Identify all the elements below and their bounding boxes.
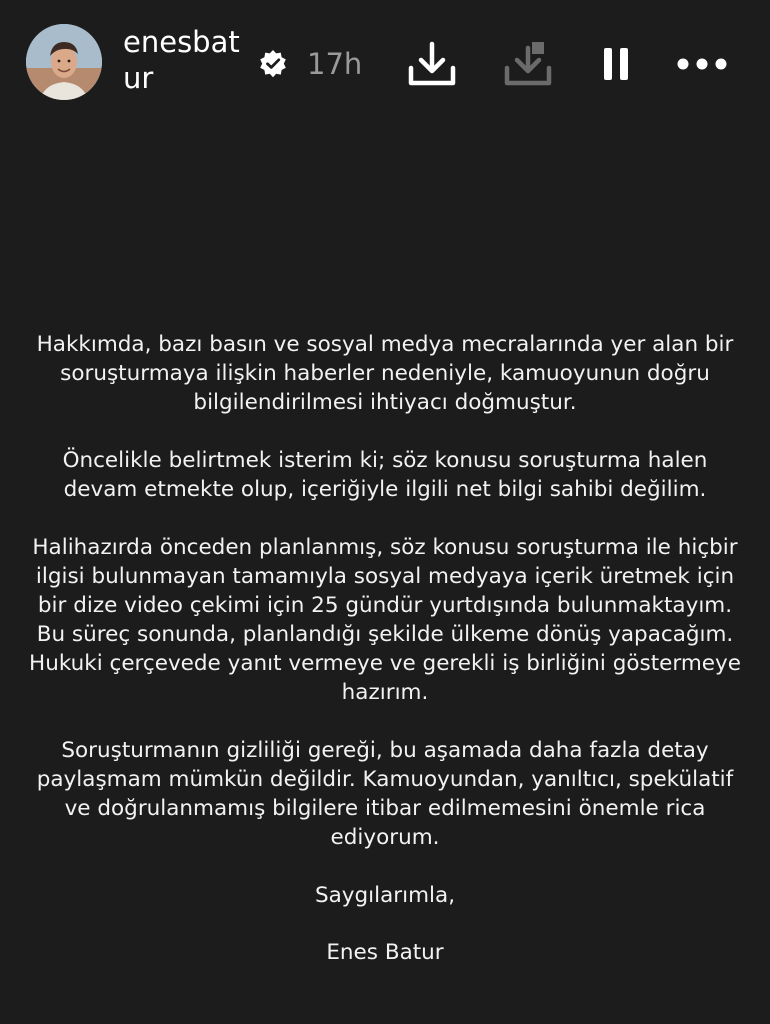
pause-icon [601, 44, 631, 84]
save-to-device-icon [502, 40, 554, 88]
statement-closing: Saygılarımla, [314, 883, 456, 908]
statement-text [24, 330, 746, 967]
statement-paragraph: Öncelikle belirtmek isterim ki; söz konusu soruşturma halen devam etmekte olup, içeriğiyle ilgili net bilgi sahibi değilim. [62, 448, 708, 502]
username[interactable]: enesbatur [123, 25, 240, 95]
statement-paragraph: Soruşturmanın gizliliği gereği, bu aşamada daha fazla detay paylaşmam mümkün değildir. Kamuoyundan, yanıltıcı, spekülatif ve doğrulanmamış bilgilere itibar edilmemesini önemle rica ediyorum. [36, 738, 734, 850]
statement-paragraph: Halihazırda önceden planlanmış, söz konusu soruşturma ile hiçbir ilgisi bulunmayan tamamıyla sosyal medyaya içerik üretmek için bir dize video çekimi için 25 gündür yurtdışında bulunmaktayım. Bu süreç sonunda, planlandığı şekilde ülkeme dönüş yapacağım. Hukuki çerçevede yanıt vermeye ve gerekli iş birliğini göstermeye hazırım. [29, 535, 741, 705]
download-icon [406, 40, 458, 88]
more-icon [674, 56, 730, 72]
post-time: 17h [307, 47, 363, 81]
avatar-image [26, 24, 102, 100]
pause-button[interactable] [594, 38, 638, 90]
more-options-button[interactable] [672, 38, 732, 90]
avatar[interactable] [26, 24, 102, 100]
story-header [0, 0, 770, 120]
statement-paragraph: Hakkımda, bazı basın ve sosyal medya mecralarında yer alan bir soruşturmaya ilişkin haberler nedeniyle, kamuoyunun doğru bilgilendirilmesi ihtiyacı doğmuştur. [36, 332, 734, 415]
verified-badge-icon [258, 49, 288, 79]
statement-signature: Enes Batur [326, 940, 444, 965]
download-button[interactable] [404, 38, 460, 90]
save-to-device-button[interactable] [500, 38, 556, 90]
